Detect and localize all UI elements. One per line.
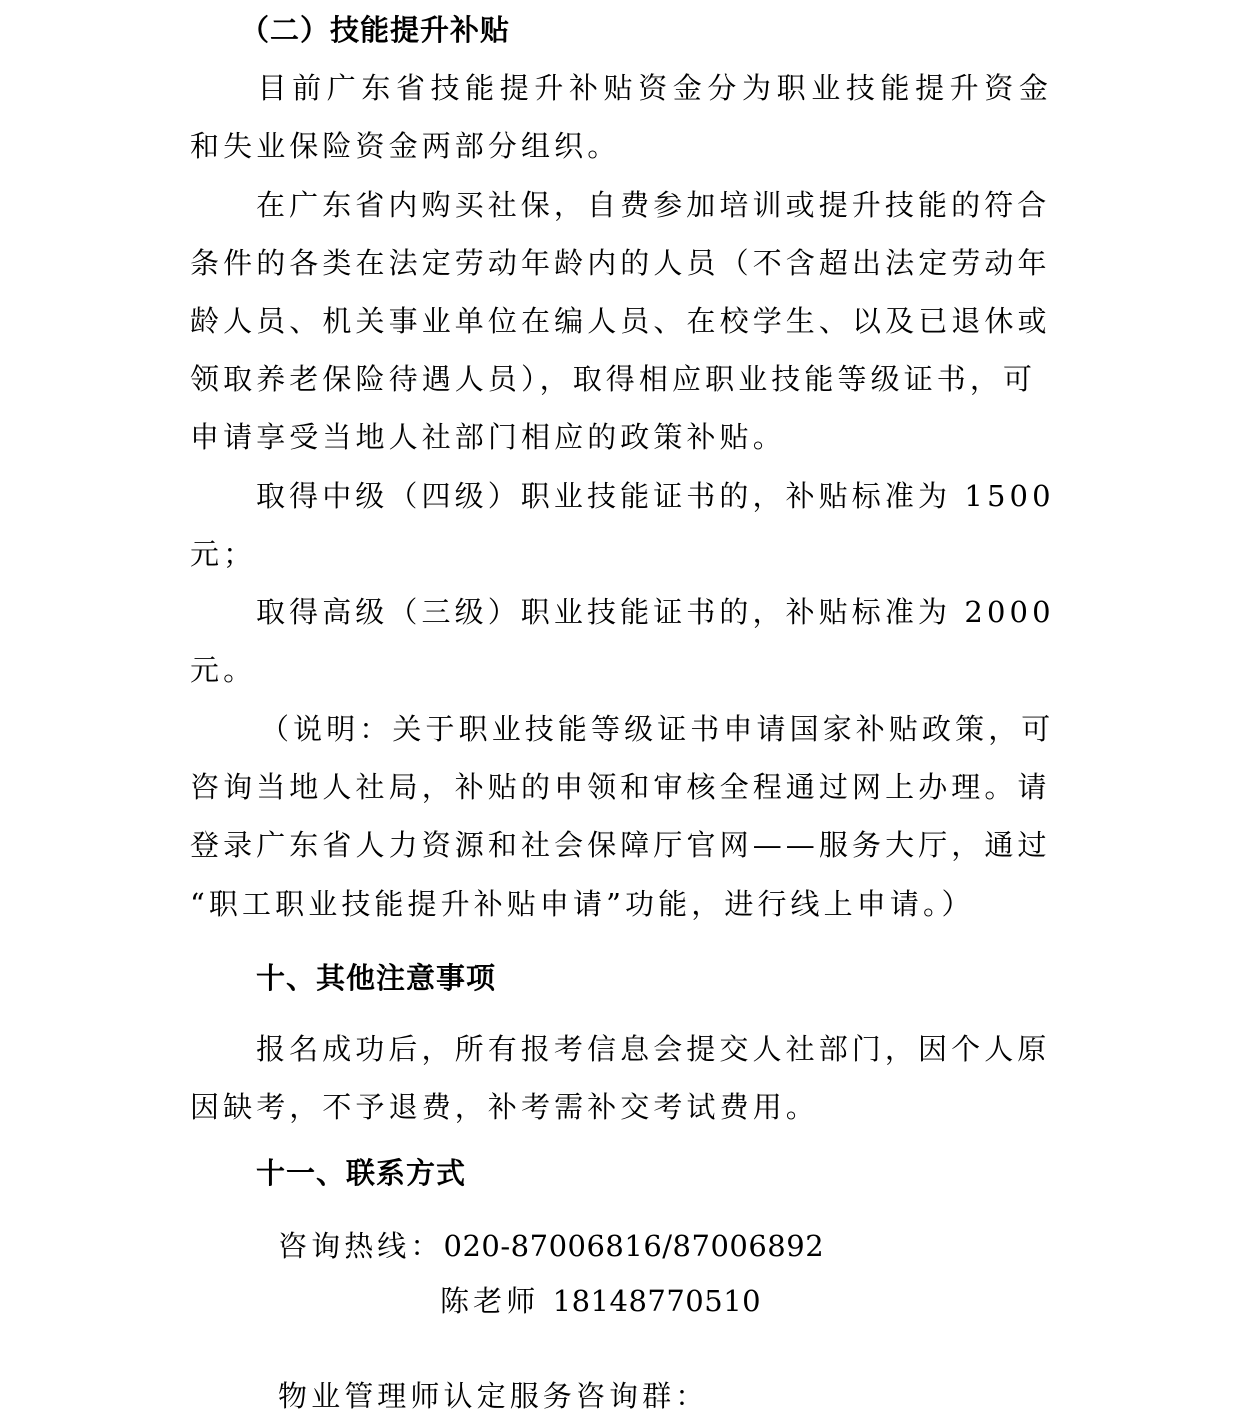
note-line: 咨询当地人社局，补贴的申领和审核全程通过网上办理。请 bbox=[190, 770, 1051, 804]
paragraph-line: 和失业保险资金两部分组织。 bbox=[190, 129, 621, 163]
consult-group-label: 物业管理师认定服务咨询群： bbox=[278, 1379, 709, 1413]
paragraph-text: 目前广东省技能提升补贴资金分为职业技能提升资金 bbox=[256, 71, 1052, 105]
note-line: （说明：关于职业技能等级证书申请国家补贴政策，可 bbox=[260, 712, 1055, 746]
hotline-number: 020-87006816/87006892 bbox=[443, 1229, 825, 1263]
paragraph-line: 元。 bbox=[190, 653, 257, 687]
hotline-line bbox=[278, 1226, 824, 1266]
paragraph-line: 龄人员、机关事业单位在编人员、在校学生、以及已退休或 bbox=[190, 304, 1051, 338]
note-line: “职工职业技能提升补贴申请”功能，进行线上申请。） bbox=[190, 887, 975, 921]
paragraph-line: 申请享受当地人社部门相应的政策补贴。 bbox=[190, 420, 786, 454]
paragraph-line bbox=[190, 68, 1052, 108]
section-heading-subsidy: （二）技能提升补贴 bbox=[240, 13, 511, 47]
paragraph-line: 取得高级（三级）职业技能证书的，补贴标准为 2000 bbox=[256, 595, 1055, 629]
paragraph-line: 因缺考，不予退费，补考需补交考试费用。 bbox=[190, 1090, 819, 1124]
paragraph-line: 条件的各类在法定劳动年龄内的人员（不含超出法定劳动年 bbox=[190, 246, 1051, 280]
contact-person-line bbox=[440, 1281, 761, 1321]
paragraph-line: 在广东省内购买社保，自费参加培训或提升技能的符合 bbox=[256, 188, 1051, 222]
paragraph-line: 元； bbox=[190, 537, 257, 571]
section-heading-other-notes: 十、其他注意事项 bbox=[256, 961, 497, 995]
section-heading-contact: 十一、联系方式 bbox=[256, 1156, 467, 1190]
contact-phone: 18148770510 bbox=[552, 1284, 762, 1318]
paragraph-line: 取得中级（四级）职业技能证书的，补贴标准为 1500 bbox=[256, 479, 1055, 513]
hotline-label: 咨询热线： bbox=[278, 1229, 444, 1263]
note-line: 登录广东省人力资源和社会保障厅官网——服务大厅，通过 bbox=[190, 828, 1051, 862]
paragraph-line: 报名成功后，所有报考信息会提交人社部门，因个人原 bbox=[256, 1032, 1051, 1066]
contact-person: 陈老师 bbox=[440, 1284, 540, 1318]
paragraph-line: 领取养老保险待遇人员），取得相应职业技能等级证书，可 bbox=[190, 362, 1037, 396]
